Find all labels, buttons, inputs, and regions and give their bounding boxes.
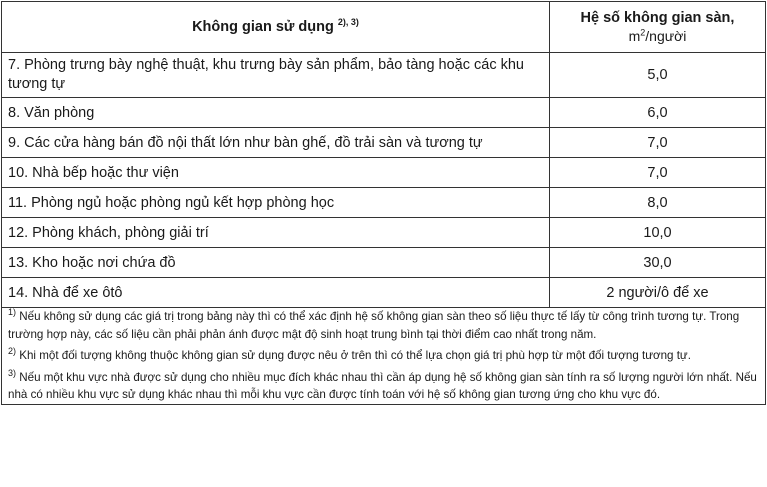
floor-space-factor-table — [1, 1, 766, 405]
footnote-text: Nếu một khu vực nhà được sử dụng cho nhiều mục đích khác nhau thì cần áp dụng hệ số không gian sàn tính ra số lượng người lớn nhất. Nếu nhà có nhiều khu vực sử dụng khác nhau thì mỗi khu vực cần được tính toán với hệ số không gian tương ứng cho khu vực đó. — [8, 370, 757, 401]
notes-row — [2, 308, 766, 405]
row-label: 10. Nhà bếp hoặc thư viện — [2, 158, 550, 188]
row-value: 2 người/ô để xe — [550, 278, 766, 308]
table-row — [2, 188, 766, 218]
footnote-text: Nếu không sử dụng các giá trị trong bảng này thì có thể xác định hệ số không gian sàn theo số liệu thực tế lấy từ công trình tương tự. Trong trường hợp này, các số liệu cần phải phản ánh được mật độ sinh hoạt trung bình tại thời điểm cao nhất trong năm. — [8, 310, 740, 341]
footnote-text: Khi một đối tượng không thuộc không gian sử dụng được nêu ở trên thì có thể lựa chọn giá trị phù hợp từ một đối tượng tương tự. — [19, 349, 691, 362]
table-row — [2, 98, 766, 128]
row-label: 8. Văn phòng — [2, 98, 550, 128]
row-value: 30,0 — [550, 248, 766, 278]
row-value: 7,0 — [550, 158, 766, 188]
column-header-floor-space-factor — [550, 2, 766, 53]
row-label: 7. Phòng trưng bày nghệ thuật, khu trưng bày sản phẩm, bảo tàng hoặc các khu tương tự — [2, 53, 550, 98]
table-row — [2, 278, 766, 308]
row-value: 8,0 — [550, 188, 766, 218]
column-header-usage-space-footnote-ref: 2), 3) — [337, 17, 359, 28]
footnote-mark: 1) — [8, 307, 17, 318]
footnote-mark: 3) — [8, 367, 17, 378]
table-header-row — [2, 2, 766, 53]
row-value: 6,0 — [550, 98, 766, 128]
row-value: 5,0 — [550, 53, 766, 98]
row-label: 12. Phòng khách, phòng giải trí — [2, 218, 550, 248]
table-row — [2, 53, 766, 98]
table-row — [2, 128, 766, 158]
footnote-3 — [8, 369, 759, 404]
row-label: 13. Kho hoặc nơi chứa đồ — [2, 248, 550, 278]
row-value: 7,0 — [550, 128, 766, 158]
row-value: 10,0 — [550, 218, 766, 248]
footnote-mark: 2) — [8, 346, 17, 357]
footnote-1 — [8, 308, 759, 343]
unit-m: m — [628, 28, 641, 44]
footnote-2 — [8, 347, 759, 365]
table-row — [2, 248, 766, 278]
column-header-unit — [556, 27, 759, 45]
unit-per-person: /người — [645, 28, 687, 44]
row-label: 11. Phòng ngủ hoặc phòng ngủ kết hợp phòng học — [2, 188, 550, 218]
table-row — [2, 218, 766, 248]
unit-exponent: 2 — [640, 27, 646, 38]
row-label: 14. Nhà để xe ôtô — [2, 278, 550, 308]
row-label: 9. Các cửa hàng bán đồ nội thất lớn như bàn ghế, đồ trải sàn và tương tự — [2, 128, 550, 158]
column-header-usage-space-label: Không gian sử dụng — [192, 19, 334, 35]
column-header-usage-space — [2, 2, 550, 53]
footnotes-cell — [2, 308, 766, 405]
column-header-floor-space-factor-label: Hệ số không gian sàn, — [580, 10, 735, 26]
table-row — [2, 158, 766, 188]
